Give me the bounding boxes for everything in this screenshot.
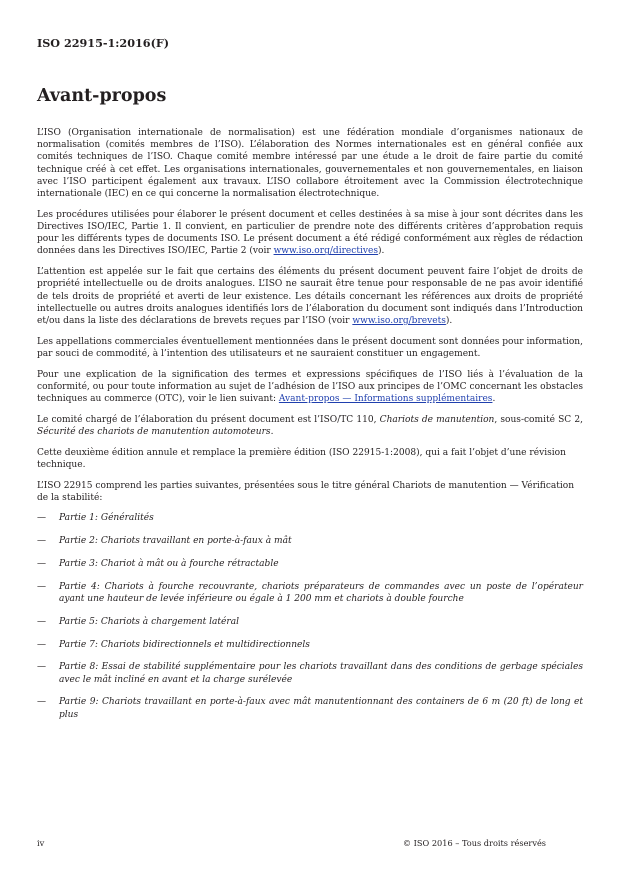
em-dash-bullet: —	[37, 639, 47, 650]
part-label: Partie 5: Chariots à chargement latéral	[59, 616, 239, 627]
em-dash-bullet: —	[37, 662, 47, 673]
link-additional-info[interactable]: Avant-propos — Informations supplémentaires	[278, 394, 493, 405]
page-number: iv	[37, 838, 45, 848]
list-item	[37, 512, 583, 524]
paragraph-parts-intro: L’ISO 22915 comprend les parties suivantes, présentées sous le titre général Chariots de manutention — Vérification de la stabilité:	[37, 481, 575, 504]
section-title: Avant-propos	[37, 86, 167, 106]
em-dash-bullet: —	[37, 697, 47, 708]
document-body	[37, 127, 583, 731]
committee-name: Chariots de manutention	[379, 415, 495, 426]
copyright-notice: © ISO 2016 – Tous droits réservés	[402, 838, 546, 848]
em-dash-bullet: —	[37, 559, 47, 570]
paragraph-text: ).	[445, 316, 453, 327]
part-label: Partie 1: Généralités	[59, 513, 154, 524]
part-label: Partie 2: Chariots travaillant en porte-à-faux à mât	[59, 536, 292, 547]
part-label: Partie 7: Chariots bidirectionnels et multidirectionnels	[59, 639, 310, 650]
paragraph-trade-names: Les appellations commerciales éventuellement mentionnées dans le présent document sont données pour information, par souci de commodité, à l’intention des utilisateurs et ne sauraient constituer un engagement.	[37, 336, 583, 360]
em-dash-bullet: —	[37, 536, 47, 547]
paragraph-text: , sous-comité SC 2,	[494, 415, 583, 426]
paragraph-committee	[37, 414, 583, 438]
subcommittee-name: Sécurité des chariots de manutention automoteurs	[37, 427, 271, 438]
list-item	[37, 639, 583, 651]
paragraph-text: .	[492, 394, 496, 405]
paragraph-text: .	[270, 427, 274, 438]
em-dash-bullet: —	[37, 513, 47, 524]
part-label: Partie 4: Chariots à fourche recouvrante, chariots préparateurs de commandes avec un poste de l’opérateur ayant une hauteur de levée inférieure ou égale à 1 200 mm et chariots à double fourche	[59, 581, 583, 605]
paragraph-patents	[37, 266, 583, 327]
paragraph-text: Pour une explication de la signification des termes et expressions spécifiques de l’ISO liés à l’évaluation de la conformité, ou pour toute information au sujet de l’adhésion de l’ISO aux principes de l’OMC concernant les obstacles techniques au commerce (OTC), voir le lien suivant:	[37, 369, 583, 405]
list-item	[37, 696, 583, 720]
link-directives[interactable]: www.iso.org/directives	[273, 246, 378, 257]
paragraph-edition: Cette deuxième édition annule et remplace la première édition (ISO 22915-1:2008), qui a fait l’objet d’une révision technique.	[37, 448, 566, 471]
paragraph-iso-intro: L’ISO (Organisation internationale de normalisation) est une fédération mondiale d’organismes nationaux de normalisation (comités membres de l’ISO). L’élaboration des Normes internationales est en général confiée aux comités techniques de l’ISO. Chaque comité membre intéressé par une étude a le droit de faire partie du comité technique créé à cet effet. Les organisations internationales, gouvernementales et non gouvernementales, en liaison avec l’ISO participent également aux travaux. L’ISO collabore étroitement avec la Commission électrotechnique internationale (IEC) en ce qui concerne la normalisation électrotechnique.	[37, 128, 583, 200]
part-label: Partie 9: Chariots travaillant en porte-à-faux avec mât manutentionnant des containers de 6 m (20 ft) de long et plus	[59, 697, 583, 720]
list-item	[37, 581, 583, 605]
link-brevets[interactable]: www.iso.org/brevets	[352, 316, 446, 327]
paragraph-conformity	[37, 369, 583, 406]
paragraph-text: Les procédures utilisées pour élaborer le présent document et celles destinées à sa mise à jour sont décrites dans les Directives ISO/IEC, Partie 1. Il convient, en particulier de prendre note des différents critères d’approbation requis pour les différents types de documents ISO. Le présent document a été rédigé conformément aux règles de rédaction données dans les Directives ISO/IEC, Partie 2 (voir	[37, 209, 583, 257]
paragraph-procedures	[37, 209, 583, 258]
paragraph-text: L’attention est appelée sur le fait que certains des éléments du présent document peuvent faire l’objet de droits de propriété intellectuelle ou de droits analogues. L’ISO ne saurait être tenue pour responsable de ne pas avoir identifié de tels droits de propriété et averti de leur existence. Les détails concernant les références aux droits de propriété intellectuelle ou autres droits analogues identifiés lors de l’élaboration du document sont indiqués dans l’Introduction et/ou dans la liste des déclarations de brevets reçues par l’ISO (voir	[37, 267, 583, 327]
em-dash-bullet: —	[37, 616, 47, 627]
list-item	[37, 616, 583, 628]
part-label: Partie 8: Essai de stabilité supplémentaire pour les chariots travaillant dans des conditions de gerbage spéciales avec le mât incliné en avant et la charge surélevée	[59, 662, 583, 685]
em-dash-bullet: —	[37, 581, 47, 592]
list-item	[37, 535, 583, 547]
document-id-header: ISO 22915-1:2016(F)	[37, 36, 170, 50]
paragraph-text: Le comité chargé de l’élaboration du présent document est l’ISO/TC 110,	[37, 415, 380, 426]
part-label: Partie 3: Chariot à mât ou à fourche rétractable	[59, 559, 279, 570]
parts-list	[37, 512, 583, 720]
paragraph-text: ).	[377, 246, 385, 257]
list-item	[37, 661, 583, 685]
list-item	[37, 558, 583, 570]
